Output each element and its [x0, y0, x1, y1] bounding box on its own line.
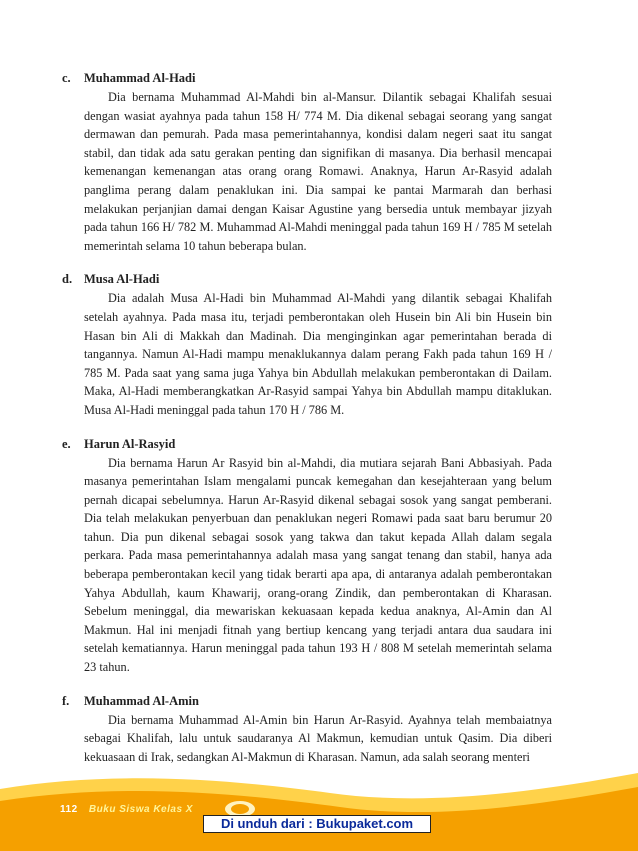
section-heading: [62, 436, 552, 452]
footer-wave-decoration: [0, 751, 638, 851]
section-d: [62, 271, 552, 419]
download-watermark: Di unduh dari : Bukupaket.com: [203, 815, 431, 833]
section-letter: c.: [62, 71, 71, 85]
section-letter: f.: [62, 693, 70, 708]
footer-label: [60, 804, 193, 815]
page-content: [62, 70, 552, 782]
section-letter: d.: [62, 272, 73, 287]
section-paragraph: Dia bernama Harun Ar Rasyid bin al-Mahdi, dia mutiara sejarah Bani Abbasiyah. Pada masanya pemerintahan Islam mengalami puncak kemegahan dan kesejahteraan yang belum pernah dicapai sebelumnya. Harun Ar-Rasyid dikenal sebagai sosok yang sangat pemberani. Dia telah melakukan penyerbuan dan penaklukan negeri Romawi pada saat baru berumur 20 tahun. Dia pun dikenal sebagai sosok yang takwa dan takut kepada Allah dalam segala perkara. Pada masa pemerintahannya adalah masa yang sangat tenang dan stabil, hanya ada beberapa pemberontakan kecil yang tidak berarti apa apa, di antaranya adalah pemberontakan Yahya Abdullah, kaum Khawarij, orang-orang Zindik, dan pemberontakan di Kharasan. Sebelum meninggal, dia mewariskan kekuasaan kepada kedua anaknya, Al-Amin dan Al Makmun. Hal ini menjadi fitnah yang bertiup kencang yang terjadi antara dua saudara ini setelah kematiannya. Harun meninggal pada tahun 193 H / 808 M setelah memerintah selama 23 tahun.: [84, 455, 552, 675]
section-heading: [62, 70, 552, 86]
section-title: Harun Al-Rasyid: [84, 436, 176, 451]
section-c: [62, 70, 552, 255]
section-paragraph: Dia bernama Muhammad Al-Amin bin Harun Ar-Rasyid. Ayahnya telah membaiatnya sebagai Khalifah, lalu untuk saudaranya Al Makmun, kemudian untuk Qasim. Dia diberi kekuasaan di Irak, sedangkan Al-Makmun di Kharasan. Namun, ada salah seorang menteri: [84, 712, 552, 764]
section-e: [62, 436, 552, 677]
page-number: 112: [60, 804, 78, 815]
section-title: Musa Al-Hadi: [84, 272, 160, 287]
book-badge-icon: [222, 797, 258, 817]
section-title: Muhammad Al-Amin: [84, 693, 199, 708]
section-heading: [62, 693, 552, 709]
section-heading: [62, 271, 552, 287]
section-letter: e.: [62, 436, 71, 451]
book-title: Buku Siswa Kelas X: [88, 804, 193, 815]
section-title: Muhammad Al-Hadi: [84, 71, 196, 85]
section-paragraph: Dia adalah Musa Al-Hadi bin Muhammad Al-Mahdi yang dilantik sebagai Khalifah setelah ayahnya. Pada masa itu, terjadi pemberontakan oleh Husein bin Ali bin Husein bin Hasan bin Ali di Makkah dan Madinah. Dia menginginkan agar pemerintahan berada di tangannya. Namun Al-Hadi mampu menaklukannya dalam perang Fakh pada tahun 169 H / 785 M. Pada saat yang sama juga Yahya bin Abdullah melakukan pemberontakan di Dailam. Maka, Al-Hadi memberangkatkan Ar-Rasyid sampai Yahya bin Abdullah mampu ditaklukan. Musa Al-Hadi meninggal pada tahun 170 H / 786 M.: [84, 291, 552, 417]
section-paragraph: Dia bernama Muhammad Al-Mahdi bin al-Mansur. Dilantik sebagai Khalifah sesuai dengan wasiat ayahnya pada tahun 158 H/ 774 M. Dia dikenal sebagai seorang yang sangat dermawan dan pemurah. Pada masa pemerintahannya, kondisi dalam negeri saat itu sangat stabil, dan tidak ada satu gerakan penting dan signifikan di masanya. Dia berhasil mencapai kemenangan kemenangan atas orang orang Romawi. Anaknya, Harun Ar-Rasyid adalah panglima perang dalam penaklukan ini. Dia sampai ke pantai Marmarah dan berhasi melakukan perjanjian damai dengan Kaisar Agustine yang bersedia untuk membayar jizyah pada tahun 166 H/ 782 M. Muhammad Al-Mahdi meninggal pada tahun 169 H / 785 M setelah memerintah selama 10 tahun beberapa bulan.: [84, 90, 552, 253]
